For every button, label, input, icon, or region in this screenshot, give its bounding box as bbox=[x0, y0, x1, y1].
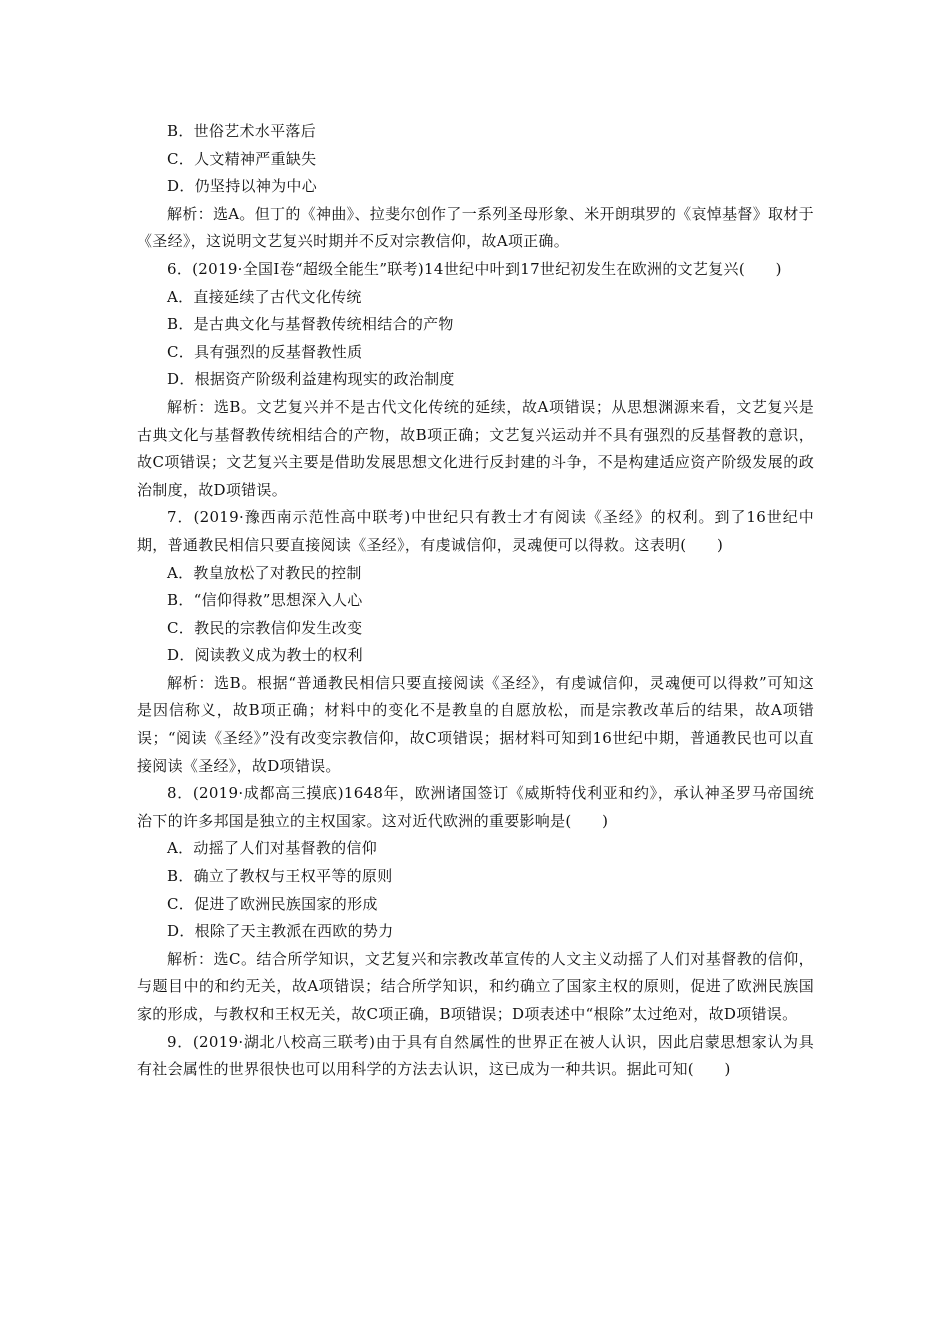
q7-option-a: A．教皇放松了对教民的控制 bbox=[167, 563, 362, 582]
q6-analysis: 解析：选B。文艺复兴并不是古代文化传统的延续，故A项错误；从思想渊源来看，文艺复兴是古典文化与基督教传统相结合的产物，故B项正确；文艺复兴运动并不具有强烈的反基督教的意识，故C项错误；文艺复兴主要是借助发展思想文化进行反封建的斗争，不是构建适应资产阶级发展的政治制度，故D项错误。 bbox=[137, 397, 814, 499]
q8-option-d: D．根除了天主教派在西欧的势力 bbox=[167, 922, 394, 941]
document-body bbox=[137, 118, 814, 1084]
q6-stem: 6．(2019·全国Ⅰ卷“超级全能生”联考)14世纪中叶到17世纪初发生在欧洲的文艺复兴( ) bbox=[167, 259, 782, 278]
q5-option-c: C．人文精神严重缺失 bbox=[167, 149, 317, 168]
q6-option-a: A．直接延续了古代文化传统 bbox=[167, 287, 362, 306]
q7-option-c: C．教民的宗教信仰发生改变 bbox=[167, 618, 363, 637]
q5-option-b: B．世俗艺术水平落后 bbox=[167, 122, 317, 140]
q8-option-b: B．确立了教权与王权平等的原则 bbox=[167, 867, 393, 886]
q8-analysis: 解析：选C。结合所学知识，文艺复兴和宗教改革宣传的人文主义动摇了人们对基督教的信仰，与题目中的和约无关，故A项错误；结合所学知识，和约确立了国家主权的原则，促进了欧洲民族国家的形成，与教权和王权无关，故C项正确，B项错误；D项表述中“根除”太过绝对，故D项错误。 bbox=[137, 949, 814, 1023]
q7-stem: 7．(2019·豫西南示范性高中联考)中世纪只有教士才有阅读《圣经》的权利。到了16世纪中期，普通教民相信只要直接阅读《圣经》，有虔诚信仰，灵魂便可以得救。这表明( ) bbox=[137, 508, 814, 554]
q6-option-d: D．根据资产阶级利益建构现实的政治制度 bbox=[167, 370, 455, 389]
q8-stem: 8．(2019·成都高三摸底)1648年，欧洲诸国签订《威斯特伐利亚和约》，承认神圣罗马帝国统治下的许多邦国是独立的主权国家。这对近代欧洲的重要影响是( ) bbox=[137, 784, 814, 830]
q7-option-b: B．“信仰得救”思想深入人心 bbox=[167, 591, 363, 610]
q9-stem: 9．(2019·湖北八校高三联考)由于具有自然属性的世界正在被人认识，因此启蒙思想家认为具有社会属性的世界很快也可以用科学的方法去认识，这已成为一种共识。据此可知( ) bbox=[137, 1032, 814, 1079]
q8-option-c: C．促进了欧洲民族国家的形成 bbox=[167, 894, 378, 913]
q7-option-d: D．阅读教义成为教士的权利 bbox=[167, 646, 363, 665]
q5-analysis: 解析：选A。但丁的《神曲》、拉斐尔创作了一系列圣母形象、米开朗琪罗的《哀悼基督》取材于《圣经》，这说明文艺复兴时期并不反对宗教信仰，故A项正确。 bbox=[137, 204, 814, 251]
q6-option-b: B．是古典文化与基督教传统相结合的产物 bbox=[167, 315, 454, 334]
q8-option-a: A．动摇了人们对基督教的信仰 bbox=[167, 839, 378, 858]
q7-analysis: 解析：选B。根据“普通教民相信只要直接阅读《圣经》，有虔诚信仰，灵魂便可以得救”可知这是因信称义，故B项正确；材料中的变化不是教皇的自愿放松，而是宗教改革后的结果，故A项错误；“阅读《圣经》”没有改变宗教信仰，故C项错误；据材料可知到16世纪中期，普通教民也可以直接阅读《圣经》，故D项错误。 bbox=[137, 673, 814, 775]
q5-option-d: D．仍坚持以神为中心 bbox=[167, 177, 318, 196]
q6-option-c: C．具有强烈的反基督教性质 bbox=[167, 342, 363, 361]
